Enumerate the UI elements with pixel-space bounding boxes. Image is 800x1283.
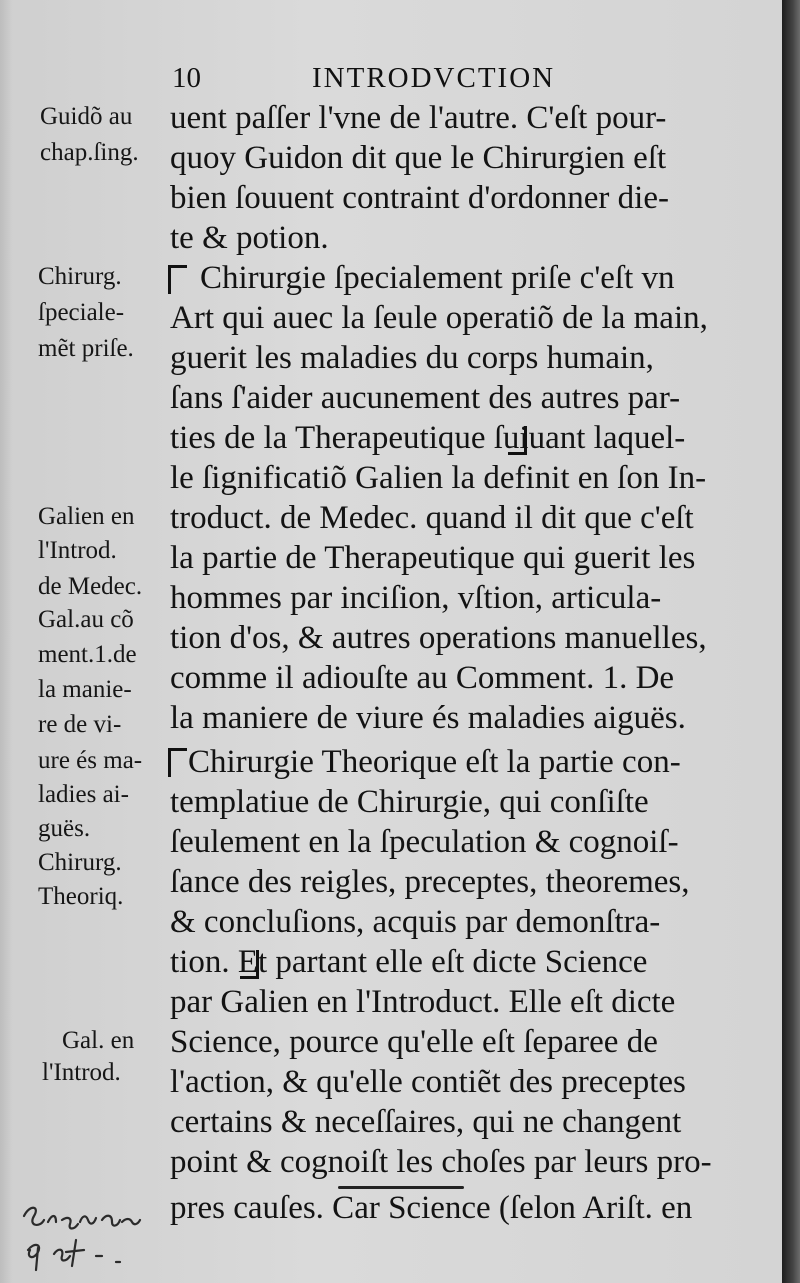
margin-note: Gal. en <box>62 1027 135 1054</box>
margin-note: la manie- <box>38 676 132 703</box>
body-line: la partie de Therapeutique qui guerit les <box>170 540 696 576</box>
page-gutter-shadow <box>0 0 12 1283</box>
margin-note: chap.ſing. <box>40 139 139 166</box>
margin-note: ure és ma- <box>38 747 143 774</box>
body-line: Science, pource qu'elle eſt ſeparee de <box>170 1024 658 1060</box>
handwritten-note <box>18 1196 168 1276</box>
margin-note: guës. <box>38 815 91 842</box>
margin-note: Chirurg. <box>38 849 122 876</box>
margin-note: l'Introd. <box>42 1059 121 1086</box>
margin-note: ſpeciale- <box>38 299 125 326</box>
body-line: par Galien en l'Introduct. Elle eſt dicte <box>170 984 676 1020</box>
margin-note: Chirurg. <box>38 263 122 290</box>
body-line: le ſignificatiõ Galien la definit en ſon In- <box>170 460 707 496</box>
margin-note: de Medec. <box>38 573 143 600</box>
margin-note: mẽt priſe. <box>38 335 134 362</box>
margin-note: Guidõ au <box>40 103 133 130</box>
body-line: comme il adiouſte au Comment. 1. De <box>170 660 675 696</box>
body-line: bien ſouuent contraint d'ordonner die- <box>170 180 669 216</box>
close-bracket-mark <box>508 426 527 455</box>
margin-note: ladies ai- <box>38 781 129 808</box>
body-line: ſeulement en la ſpeculation & cognoiſ- <box>170 824 679 860</box>
running-head: INTRODVCTION <box>312 62 556 94</box>
body-line: Art qui auec la ſeule operatiõ de la main, <box>170 300 708 336</box>
body-line: hommes par inciſion, vſtion, articula- <box>170 580 662 616</box>
margin-note: Theoriq. <box>38 883 124 910</box>
body-line: certains & neceſſaires, qui ne changent <box>170 1104 682 1140</box>
body-line: l'action, & qu'elle contiẽt des preceptes <box>170 1064 686 1100</box>
body-line: ties de la Therapeutique ſuiuant laquel- <box>170 420 686 456</box>
margin-note: Galien en <box>38 503 135 530</box>
body-line: point & cognoiſt les choſes par leurs pro- <box>170 1144 712 1180</box>
page-header <box>0 58 782 98</box>
body-line: pres cauſes. Car Science (ſelon Ariſt. en <box>170 1190 693 1226</box>
page-number: 10 <box>172 62 201 94</box>
close-bracket-mark <box>240 950 259 979</box>
body-line: troduct. de Medec. quand il dit que c'eſt <box>170 500 694 536</box>
margin-note: re de vi- <box>38 711 122 738</box>
open-bracket-mark <box>168 748 187 777</box>
margin-note: ment.1.de <box>38 641 137 668</box>
body-line: uent paſſer l'vne de l'autre. C'eſt pour- <box>170 100 667 136</box>
body-line: tion d'os, & autres operations manuelles, <box>170 620 707 656</box>
margin-note: l'Introd. <box>38 537 117 564</box>
body-line: Chirurgie ſpecialement priſe c'eſt vn <box>200 260 675 296</box>
body-line: quoy Guidon dit que le Chirurgien eſt <box>170 140 667 176</box>
open-bracket-mark <box>168 265 187 294</box>
book-binding-edge <box>782 0 800 1283</box>
body-line: templatiue de Chirurgie, qui conſiſte <box>170 784 649 820</box>
body-line: ſans ſ'aider aucunement des autres par- <box>170 380 681 416</box>
body-line: tion. Et partant elle eſt dicte Science <box>170 944 648 980</box>
body-line: la maniere de viure és maladies aiguës. <box>170 700 686 736</box>
body-line: guerit les maladies du corps humain, <box>170 340 654 376</box>
body-line: Chirurgie Theorique eſt la partie con- <box>188 744 681 780</box>
margin-note: Gal.au cõ <box>38 606 134 633</box>
body-line: te & potion. <box>170 220 329 256</box>
body-line: ſance des reigles, preceptes, theoremes, <box>170 864 690 900</box>
body-line: & concluſions, acquis par demonſtra- <box>170 904 661 940</box>
ink-underline <box>338 1186 464 1189</box>
